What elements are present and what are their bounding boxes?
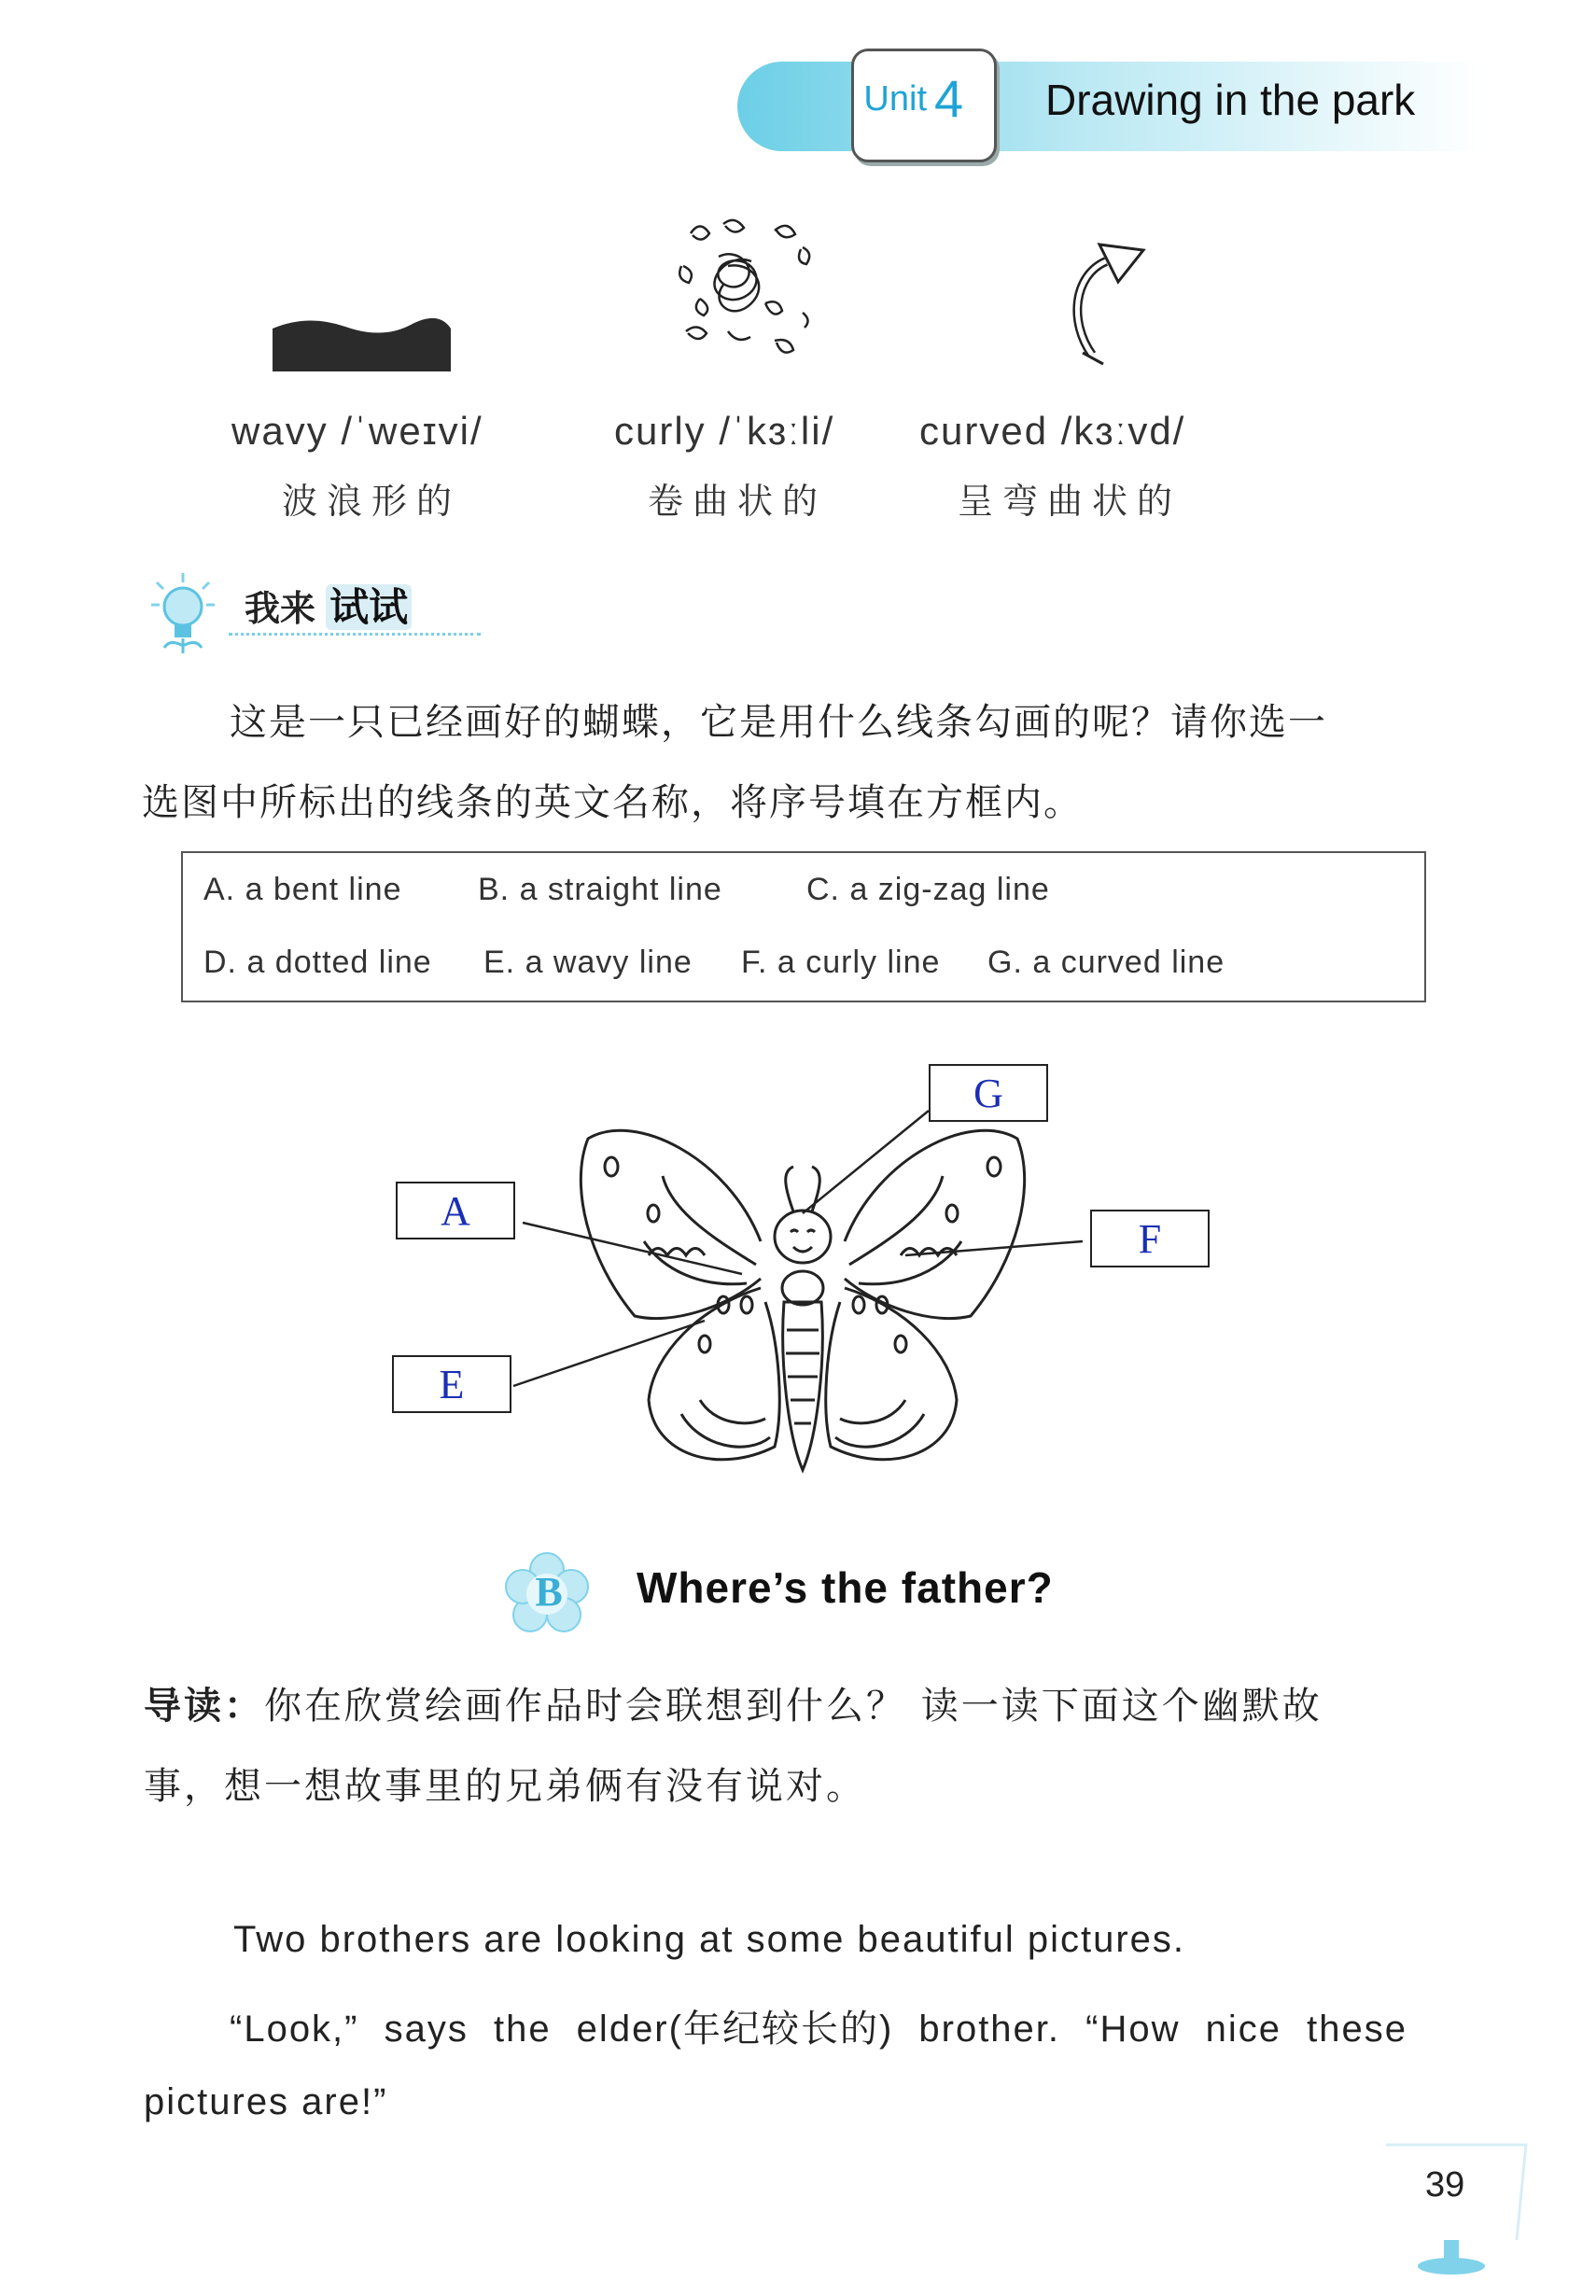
unit-number: 4 [934, 69, 964, 128]
guide-label: 导读： [144, 1685, 264, 1728]
guide-line-1 [144, 1676, 1323, 1729]
story-line-3: pictures are!” [144, 2081, 388, 2122]
lightbulb-icon [149, 571, 217, 659]
curved-arrow-icon [1055, 233, 1157, 373]
page-number-decoration [1377, 2137, 1535, 2277]
vocab-meaning-curved: 呈弯曲状的 [958, 481, 1183, 522]
story-line-1: Two brothers are looking at some beautiful pictures. [233, 1919, 1186, 1960]
vocab-word-curved: curved /kɜːvd/ [919, 409, 1186, 453]
guide-text-1: 你在欣赏绘画作品时会联想到什么？ 读一读下面这个幽默故 [264, 1685, 1323, 1728]
options-box [181, 851, 1426, 1002]
try-it-label [245, 577, 412, 633]
label-box-top: G [929, 1064, 1048, 1122]
section-divider [229, 633, 481, 636]
guide-line-2: 事，想一想故事里的兄弟俩有没有说对。 [144, 1765, 866, 1808]
option-d: D. a dotted line [203, 945, 432, 980]
instruction-line-2: 选图中所标出的线条的英文名称，将序号填在方框内。 [142, 781, 1083, 824]
option-e: E. a wavy line [483, 945, 693, 980]
try-it-bold: 试试 [326, 584, 412, 630]
label-pointer-lines [504, 1083, 1101, 1419]
vocab-meaning-wavy: 波浪形的 [282, 481, 462, 522]
curly-line-icon [663, 210, 831, 378]
option-b: B. a straight line [478, 872, 722, 907]
label-box-right: F [1090, 1210, 1210, 1267]
vocab-word-curly: curly /ˈkɜːli/ [614, 409, 835, 453]
section-b-badge-letter: B [535, 1569, 563, 1615]
try-it-prefix: 我来 [245, 588, 316, 629]
vocab-meaning-curly: 卷曲状的 [648, 481, 828, 522]
instruction-line-1: 这是一只已经画好的蝴蝶，它是用什么线条勾画的呢？请你选一 [230, 701, 1327, 744]
page-number: 39 [1425, 2165, 1465, 2205]
option-a: A. a bent line [203, 872, 402, 907]
unit-label: Unit [863, 79, 927, 119]
label-box-left-upper: A [396, 1182, 515, 1239]
unit-title: Drawing in the park [1045, 76, 1416, 124]
story-line-2: “Look,” says the elder(年纪较长的) brother. “How nice these [230, 2009, 1407, 2050]
vocab-word-wavy: wavy /ˈweɪvi/ [231, 409, 483, 453]
label-box-left-lower: E [392, 1355, 511, 1413]
section-b-title: Where’s the father? [637, 1563, 1054, 1612]
option-c: C. a zig-zag line [806, 872, 1050, 907]
unit-badge [851, 49, 997, 162]
option-f: F. a curly line [741, 945, 941, 980]
option-g: G. a curved line [987, 945, 1225, 980]
wavy-line-icon [271, 308, 453, 373]
